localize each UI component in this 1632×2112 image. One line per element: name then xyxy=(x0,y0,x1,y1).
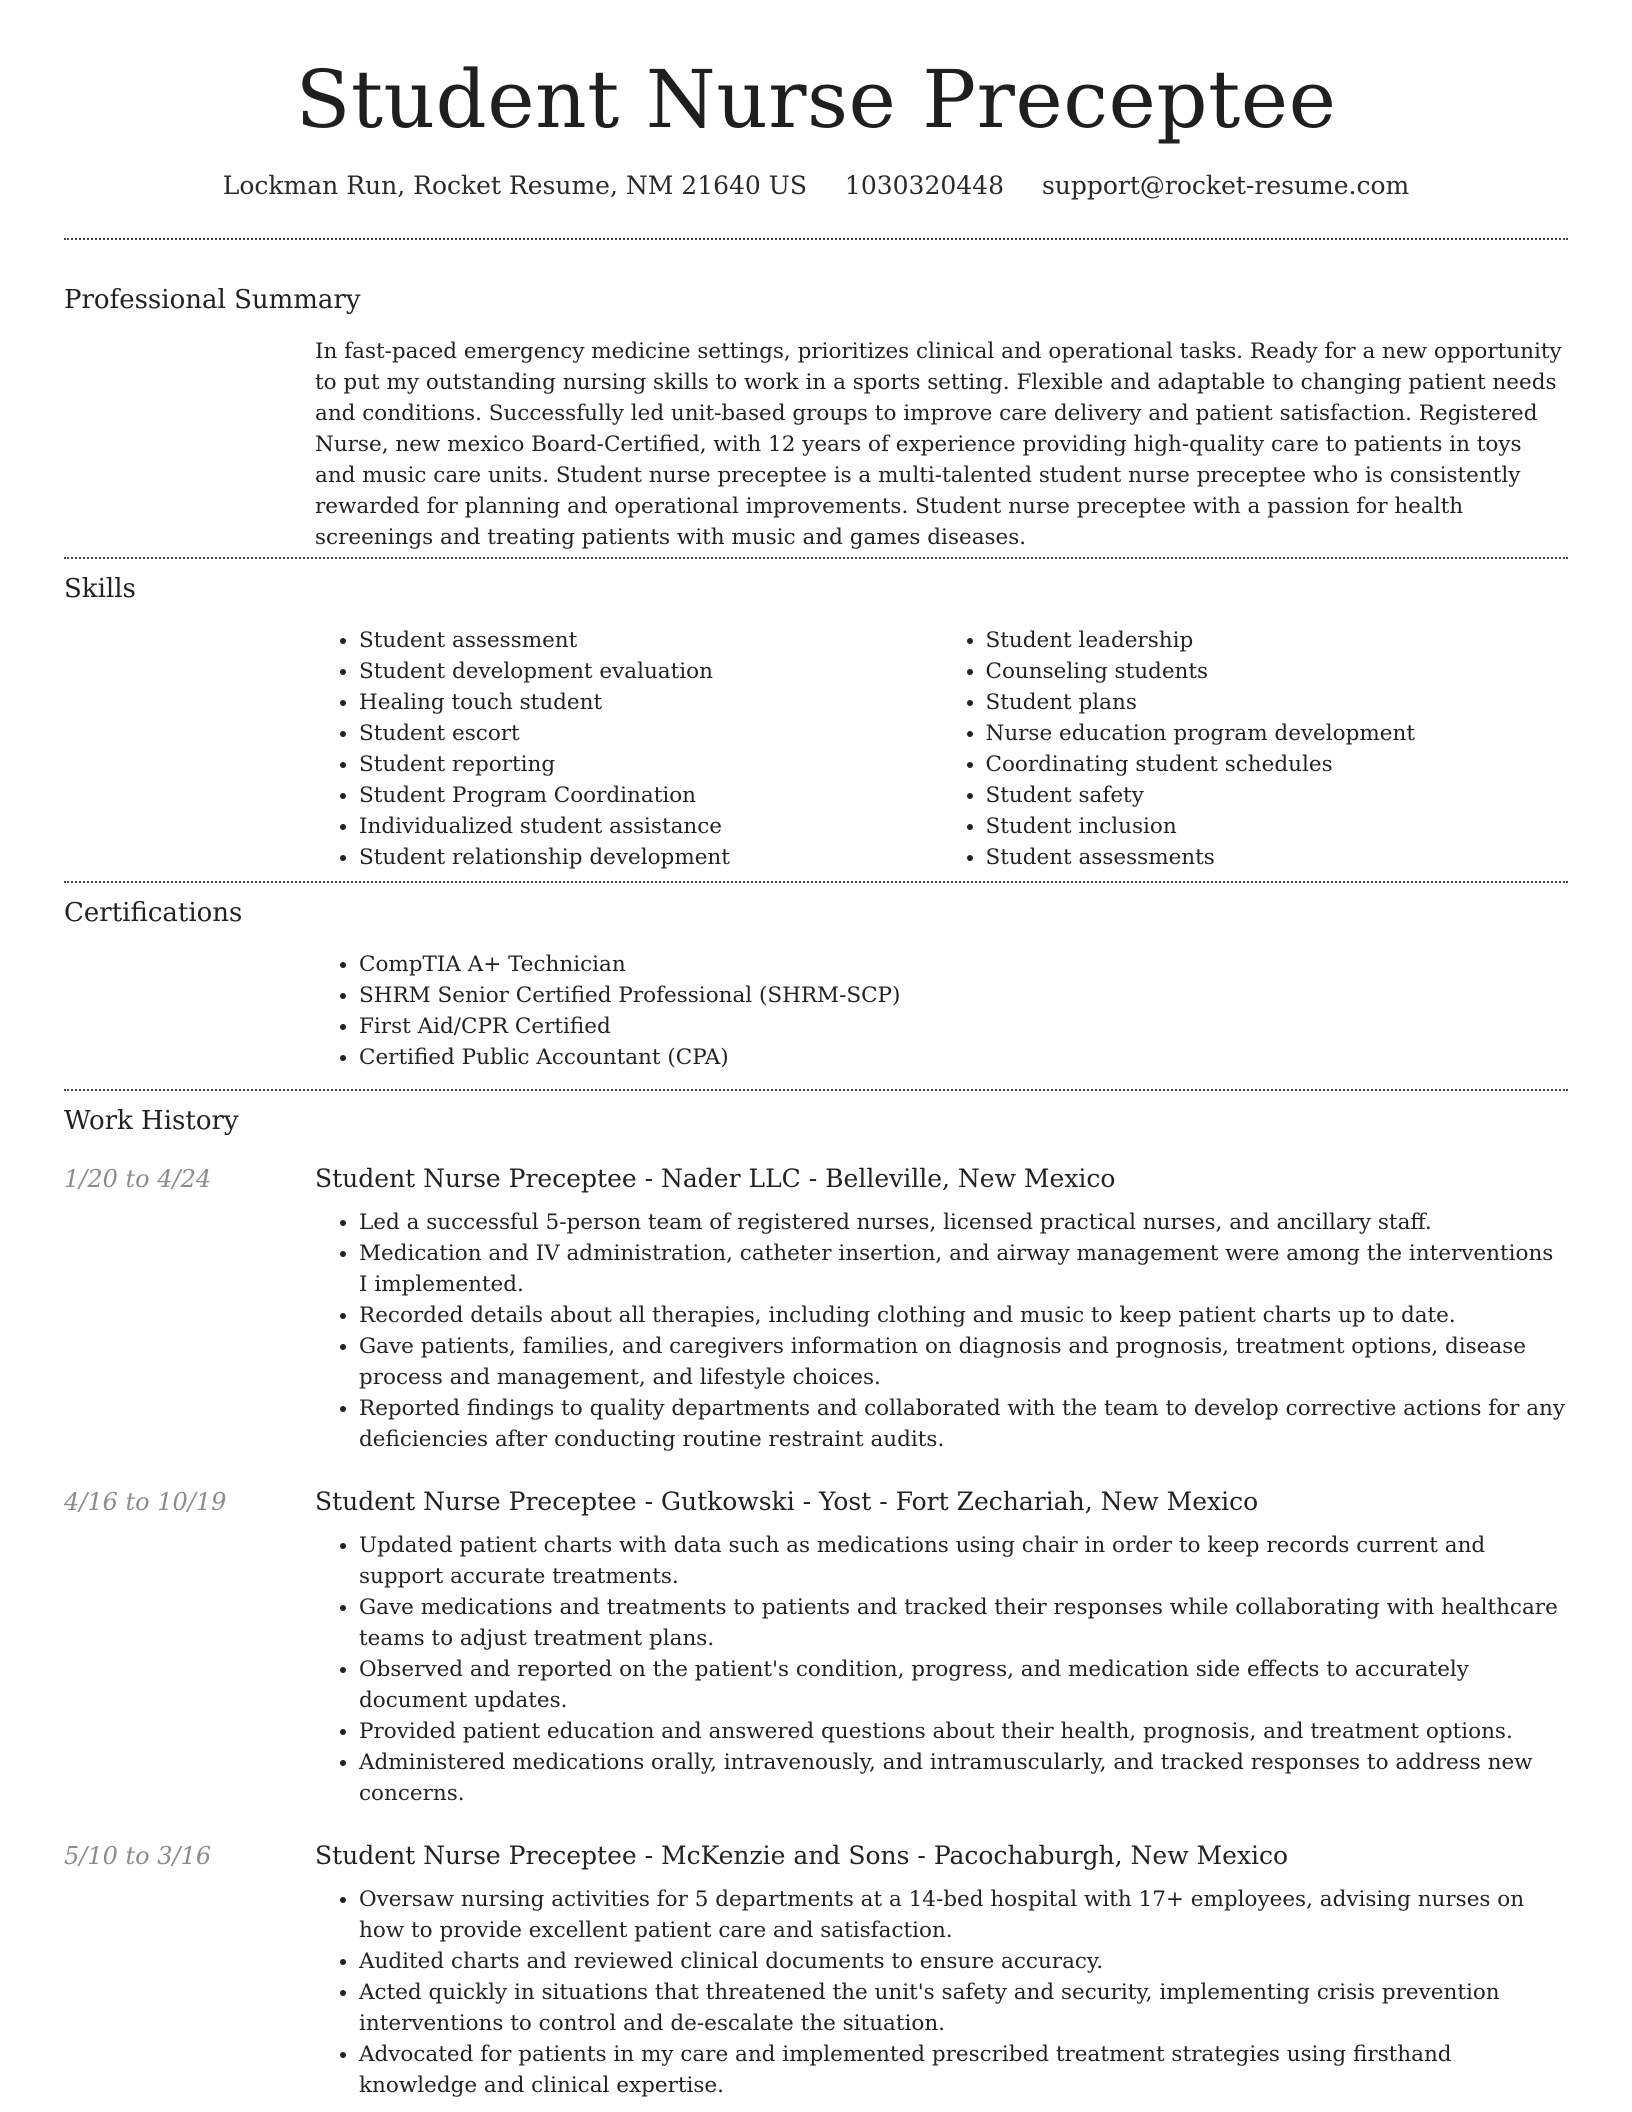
list-item: • SHRM Senior Certified Professional (SHRM-SCP) xyxy=(359,980,1568,1011)
list-item: • Healing touch student xyxy=(359,687,942,718)
contact-address: Lockman Run, Rocket Resume, NM 21640 US xyxy=(222,171,807,200)
list-item: • Observed and reported on the patient's condition, progress, and medication side effects to accurately document updates. xyxy=(359,1654,1568,1716)
job-dates: 5/10 to 3/16 xyxy=(64,1842,212,1870)
job-title: Student Nurse Preceptee - McKenzie and Sons - Pacochaburgh, New Mexico xyxy=(315,1841,1289,1870)
contact-line xyxy=(64,168,1568,204)
list-item: • Updated patient charts with data such as medications using chair in order to keep records current and support accurate treatments. xyxy=(359,1530,1568,1592)
list-item: • Individualized student assistance xyxy=(359,811,942,842)
resume-page xyxy=(64,0,1568,2101)
list-item: • Gave patients, families, and caregivers information on diagnosis and prognosis, treatment options, disease process and management, and lifestyle choices. xyxy=(359,1331,1568,1393)
job-entry xyxy=(64,1161,1568,1455)
list-item: • Coordinating student schedules xyxy=(986,749,1569,780)
list-item: • Student leadership xyxy=(986,625,1569,656)
list-item: • Student assessment xyxy=(359,625,942,656)
list-item: • Medication and IV administration, catheter insertion, and airway management were among the interventions I implemented. xyxy=(359,1238,1568,1300)
skills-list-left xyxy=(315,625,942,873)
candidate-name: Student Nurse Preceptee xyxy=(295,53,1337,146)
list-item: • Student assessments xyxy=(986,842,1569,873)
list-item: • Recorded details about all therapies, including clothing and music to keep patient charts up to date. xyxy=(359,1300,1568,1331)
list-item: • CompTIA A+ Technician xyxy=(359,949,1568,980)
list-item: • Advocated for patients in my care and implemented prescribed treatment strategies using firsthand knowledge and clinical expertise. xyxy=(359,2039,1568,2101)
list-item: • Administered medications orally, intravenously, and intramuscularly, and tracked responses to address new concerns. xyxy=(359,1747,1568,1809)
job-bullets xyxy=(315,1884,1568,2101)
summary-section xyxy=(64,240,1568,557)
skills-heading: Skills xyxy=(64,574,136,604)
work-history-heading: Work History xyxy=(64,1106,239,1136)
list-item: • Audited charts and reviewed clinical documents to ensure accuracy. xyxy=(359,1946,1568,1977)
skills-list-right xyxy=(942,625,1569,873)
list-item: • Student escort xyxy=(359,718,942,749)
list-item: • Student Program Coordination xyxy=(359,780,942,811)
list-item: • Student relationship development xyxy=(359,842,942,873)
summary-heading: Professional Summary xyxy=(64,285,361,315)
list-item: • Student development evaluation xyxy=(359,656,942,687)
certifications-section xyxy=(64,883,1568,1089)
list-item: • Student plans xyxy=(986,687,1569,718)
contact-phone: 1030320448 xyxy=(844,171,1004,200)
job-title: Student Nurse Preceptee - Nader LLC - Belleville, New Mexico xyxy=(315,1164,1116,1193)
list-item: • Counseling students xyxy=(986,656,1569,687)
job-entry xyxy=(64,1484,1568,1809)
contact-email: support@rocket-resume.com xyxy=(1041,171,1410,200)
list-item: • Nurse education program development xyxy=(986,718,1569,749)
job-bullets xyxy=(315,1530,1568,1809)
list-item: • Certified Public Accountant (CPA) xyxy=(359,1042,1568,1073)
work-history-section xyxy=(64,1091,1568,2101)
list-item: • Student safety xyxy=(986,780,1569,811)
job-bullets xyxy=(315,1207,1568,1455)
list-item: • Gave medications and treatments to patients and tracked their responses while collaborating with healthcare teams to adjust treatment plans. xyxy=(359,1592,1568,1654)
list-item: • Provided patient education and answered questions about their health, prognosis, and treatment options. xyxy=(359,1716,1568,1747)
skills-section xyxy=(64,559,1568,881)
job-dates: 4/16 to 10/19 xyxy=(64,1488,227,1516)
certifications-list xyxy=(315,949,1568,1073)
list-item: • Led a successful 5-person team of registered nurses, licensed practical nurses, and ancillary staff. xyxy=(359,1207,1568,1238)
list-item: • Oversaw nursing activities for 5 departments at a 14-bed hospital with 17+ employees, advising nurses on how to provide excellent patient care and satisfaction. xyxy=(359,1884,1568,1946)
list-item: • First Aid/CPR Certified xyxy=(359,1011,1568,1042)
list-item: • Reported findings to quality departments and collaborated with the team to develop corrective actions for any deficiencies after conducting routine restraint audits. xyxy=(359,1393,1568,1455)
job-title: Student Nurse Preceptee - Gutkowski - Yost - Fort Zechariah, New Mexico xyxy=(315,1487,1259,1516)
job-entry xyxy=(64,1838,1568,2101)
summary-text: In fast-paced emergency medicine settings, prioritizes clinical and operational tasks. Ready for a new opportunity to put my outstanding nursing skills to work in a sports setting. Flexible and adaptable to changing patient needs and conditions. Successfully led unit-based groups to improve care delivery and patient satisfaction. Registered Nurse, new mexico Board-Certified, with 12 years of experience providing high-quality care to patients in toys and music care units. Student nurse preceptee is a multi-talented student nurse preceptee who is consistently rewarded for planning and operational improvements. Student nurse preceptee with a passion for health screenings and treating patients with music and games diseases. xyxy=(315,339,1562,550)
list-item: • Student inclusion xyxy=(986,811,1569,842)
list-item: • Acted quickly in situations that threatened the unit's safety and security, implementing crisis prevention interventions to control and de-escalate the situation. xyxy=(359,1977,1568,2039)
list-item: • Student reporting xyxy=(359,749,942,780)
certifications-heading: Certifications xyxy=(64,898,243,928)
job-dates: 1/20 to 4/24 xyxy=(64,1165,212,1193)
